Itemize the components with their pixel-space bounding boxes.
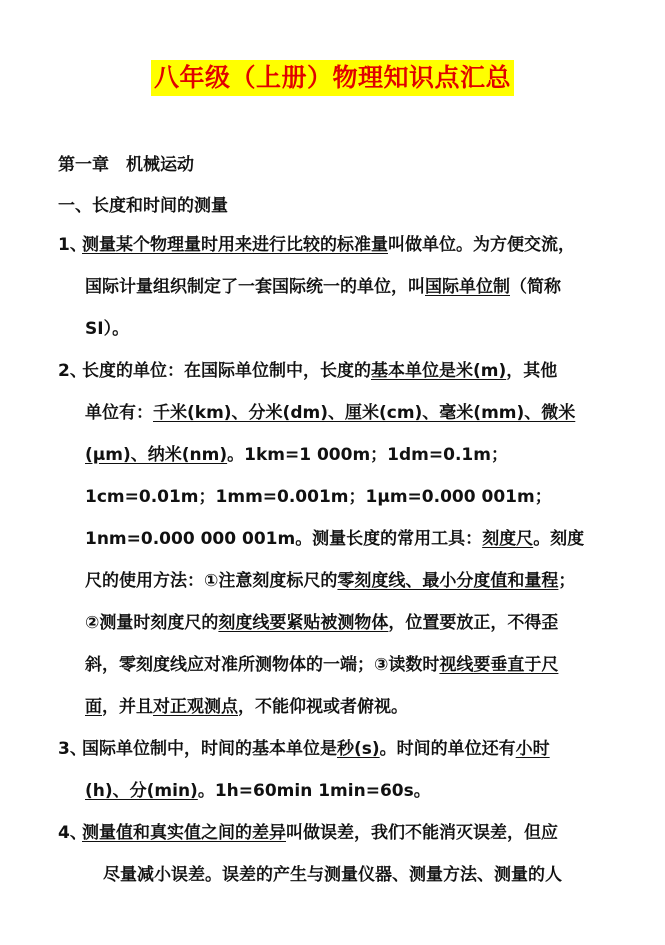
underlined-text: 面 [85, 697, 102, 717]
chapter-heading: 第一章 机械运动 [58, 155, 194, 175]
text-segment: ，位置要放正，不得歪 [388, 613, 559, 633]
section-heading: 一、长度和时间的测量 [58, 196, 228, 216]
text-segment: SI）。 [85, 319, 130, 339]
item-number: 3、 [58, 739, 87, 759]
text-segment: ，不能仰视或者俯视。 [238, 697, 408, 717]
text-line [85, 443, 508, 467]
text-segment: 1cm=0.01m；1mm=0.001m；1μm=0.000 001m； [85, 487, 552, 507]
text-line [85, 275, 561, 299]
text-segment: 尺的使用方法：①注意刻度标尺的 [85, 571, 338, 591]
text-segment: 单位有： [85, 403, 153, 423]
text-line [85, 611, 558, 635]
underlined-text: 零刻度线、最小分度值和量程 [337, 571, 559, 591]
text-line [82, 737, 550, 761]
page-title: 八年级（上册）物理知识点汇总 [151, 60, 514, 96]
text-segment: 。测量长度的常用工具： [295, 529, 483, 549]
text-segment: 斜，零刻度线应对准所测物体的一端；③读数时 [85, 655, 440, 675]
underlined-text: 测量值和真实值之间的差异 [82, 823, 286, 843]
item-number: 2、 [58, 361, 87, 381]
underlined-text: 测量某个物理量时用来进行比较的标准量 [82, 235, 388, 255]
text-line [82, 359, 557, 383]
underlined-text: (h)、分(min) [85, 781, 198, 801]
text-line [82, 233, 575, 257]
underlined-text: 千米(km)、分米(dm)、厘米(cm)、毫米(mm)、微米 [153, 403, 576, 423]
text-line [82, 821, 558, 845]
text-segment: （简称 [510, 277, 561, 297]
underlined-text: 秒(s) [337, 739, 380, 759]
title-wrap [0, 60, 665, 96]
text-line [85, 779, 431, 803]
text-segment: ，其他 [506, 361, 558, 381]
text-segment: 。1km=1 000m；1dm=0.1m； [227, 445, 508, 465]
text-segment: ②测量时刻度尺的 [85, 613, 219, 633]
text-segment: 尽量减小误差。误差的产生与测量仪器、测量方法、测量的人 [103, 865, 562, 885]
text-segment: 。时间的单位还有 [379, 739, 516, 759]
underlined-text: 国际单位制 [425, 277, 510, 297]
underlined-text: 刻度线要紧贴被测物体 [218, 613, 389, 633]
item-number: 4、 [58, 823, 87, 843]
text-line [85, 527, 584, 551]
text-segment: 长度的单位：在国际单位制中，长度的 [82, 361, 371, 381]
underlined-text: 小时 [515, 739, 550, 759]
text-segment: 国际计量组织制定了一套国际统一的单位，叫 [85, 277, 425, 297]
text-segment: 叫做单位。为方便交流， [388, 235, 575, 255]
text-segment: 。1h=60min 1min=60s。 [197, 781, 431, 801]
text-line [85, 695, 408, 719]
text-segment: ，并且 [102, 697, 153, 717]
underlined-text: (μm)、纳米(nm) [85, 445, 228, 465]
text-segment: 。刻度 [533, 529, 585, 549]
text-segment: 国际单位制中，时间的基本单位是 [82, 739, 337, 759]
underlined-text: 刻度尺 [482, 529, 534, 549]
underlined-text: 对正观测点 [153, 697, 238, 717]
underlined-text: 基本单位是米(m) [371, 361, 507, 381]
text-line [85, 653, 558, 677]
text-segment: 叫做误差，我们不能消灭误差，但应 [286, 823, 558, 843]
text-line [85, 401, 575, 425]
underlined-text: 视线要垂直于尺 [439, 655, 559, 675]
text-line [85, 569, 575, 593]
text-line [103, 863, 562, 887]
text-segment: ； [558, 571, 576, 591]
item-number: 1、 [58, 235, 87, 255]
text-segment: 1nm=0.000 000 001m [85, 529, 296, 549]
text-line [85, 485, 552, 509]
text-line [85, 317, 129, 341]
